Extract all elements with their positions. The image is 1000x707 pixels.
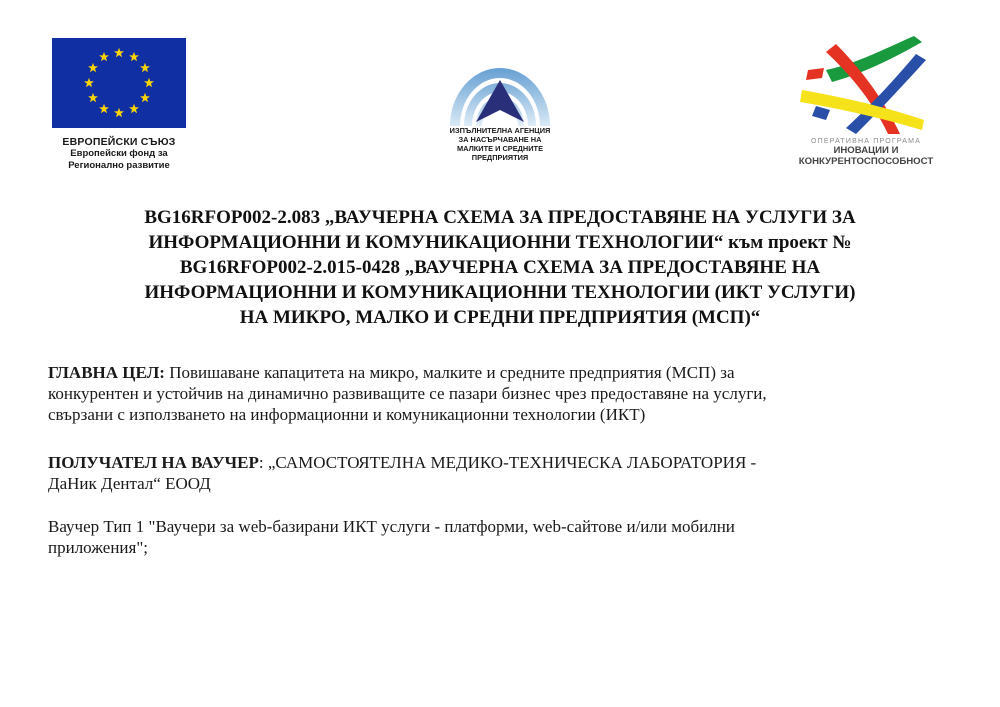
title-line: BG16RFOP002-2.083 „ВАУЧЕРНА СХЕМА ЗА ПРЕДОСТАВЯНЕ НА УСЛУГИ ЗА <box>144 207 856 228</box>
eu-caption-title: ЕВРОПЕЙСКИ СЪЮЗ <box>62 136 176 148</box>
recipient-label: ПОЛУЧАТЕЛ НА ВАУЧЕР <box>48 453 259 472</box>
op-innovations-cross-icon <box>796 30 936 138</box>
agency-arc-triangle-icon <box>444 30 556 128</box>
op-innovations-logo <box>790 30 950 167</box>
recipient-text: : „САМОСТОЯТЕЛНА МЕДИКО-ТЕХНИЧЕСКА ЛАБОРАТОРИЯ - <box>258 453 757 472</box>
title-line: ИНФОРМАЦИОННИ И КОМУНИКАЦИОННИ ТЕХНОЛОГИИ“ към проект № <box>148 232 852 253</box>
agency-logo <box>420 30 580 162</box>
voucher-paragraph <box>48 516 958 558</box>
voucher-line-1: Ваучер Тип 1 "Ваучери за web-базирани ИКТ услуги - платформи, web-сайтове и/или мобилни <box>48 517 735 536</box>
op-caption-program: ОПЕРАТИВНА ПРОГРАМА <box>810 138 922 145</box>
document-title <box>40 205 960 330</box>
main-goal-line-3: свързани с използването на информационни и комуникационни технологии (ИКТ) <box>48 405 646 424</box>
agency-caption-line: ПРЕДПРИЯТИЯ <box>471 153 529 162</box>
title-line: BG16RFOP002-2.015-0428 „ВАУЧЕРНА СХЕМА ЗА ПРЕДОСТАВЯНЕ НА <box>179 257 821 278</box>
main-goal-paragraph <box>48 362 958 425</box>
eu-logo <box>44 38 194 172</box>
agency-caption-line: ЗА НАСЪРЧАВАНЕ НА <box>458 135 542 144</box>
title-line: НА МИКРО, МАЛКО И СРЕДНИ ПРЕДПРИЯТИЯ (МСП)“ <box>239 307 761 328</box>
op-caption-innovations: ИНОВАЦИИ И <box>833 145 899 156</box>
eu-caption-regional: Регионално развитие <box>68 160 170 171</box>
recipient-line-2: ДаНик Дентал“ ЕООД <box>48 474 211 493</box>
main-goal-line-1 <box>48 362 958 383</box>
title-line: ИНФОРМАЦИОННИ И КОМУНИКАЦИОННИ ТЕХНОЛОГИИ (ИКТ УСЛУГИ) <box>144 282 856 303</box>
voucher-line-2: приложения"; <box>48 538 148 557</box>
eu-caption-fund: Европейски фонд за <box>70 148 168 159</box>
op-caption-competitiveness: КОНКУРЕНТОСПОСОБНОСТ <box>798 156 934 167</box>
main-goal-line-2: конкурентен и устойчив на динамично развиващите се пазари бизнес чрез предоставяне на услуги, <box>48 384 767 403</box>
eu-flag-icon <box>52 38 186 128</box>
recipient-line-1 <box>48 452 958 473</box>
main-goal-label: ГЛАВНА ЦЕЛ: <box>48 363 165 382</box>
agency-caption-line: ИЗПЪЛНИТЕЛНА АГЕНЦИЯ <box>449 126 551 135</box>
recipient-paragraph <box>48 452 958 494</box>
main-goal-text: Повишаване капацитета на микро, малките и средните предприятия (МСП) за <box>164 363 735 382</box>
agency-caption-line: МАЛКИТЕ И СРЕДНИТЕ <box>456 144 543 153</box>
